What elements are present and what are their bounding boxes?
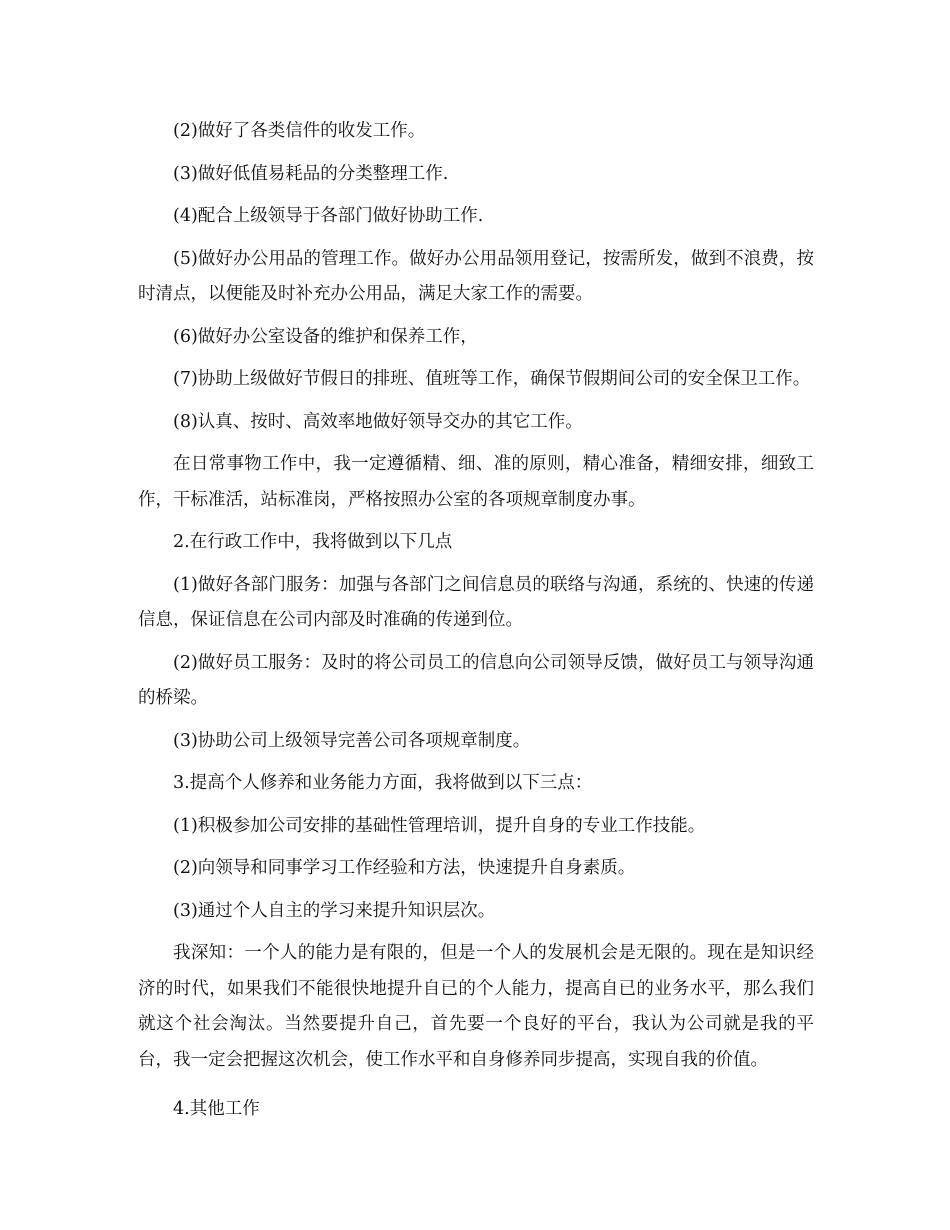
paragraph-admin-item-2: (2)做好员工服务：及时的将公司员工的信息向公司领导反馈，做好员工与领导沟通的桥梁。 <box>138 652 814 708</box>
section-heading-administration: 2.在行政工作中，我将做到以下几点 <box>173 532 453 552</box>
document-body <box>138 114 814 1135</box>
paragraph-daily-principles: 在日常事物工作中，我一定遵循精、细、准的原则，精心准备，精细安排，细致工作，干标准活，站标准岗，严格按照办公室的各项规章制度办事。 <box>138 454 814 510</box>
paragraph-item-2-mail: (2)做好了各类信件的收发工作。 <box>173 121 426 141</box>
paragraph-item-6-equipment: (6)做好办公室设备的维护和保养工作， <box>173 326 478 347</box>
section-heading-self-improvement: 3.提高个人修养和业务能力方面，我将做到以下三点： <box>173 773 593 793</box>
paragraph-admin-item-1: (1)做好各部门服务：加强与各部门之间信息员的联络与沟通，系统的、快速的传递信息，保证信息在公司内部及时准确的传递到位。 <box>138 574 814 630</box>
section-heading-other-work: 4.其他工作 <box>173 1099 260 1119</box>
paragraph-admin-item-3: (3)协助公司上级领导完善公司各项规章制度。 <box>173 730 531 751</box>
paragraph-improve-item-1: (1)积极参加公司安排的基础性管理培训，提升自身的专业工作技能。 <box>173 815 706 836</box>
paragraph-improve-item-3: (3)通过个人自主的学习来提升知识层次。 <box>173 900 496 921</box>
paragraph-improve-item-2: (2)向领导和同事学习工作经验和方法，快速提升自身素质。 <box>173 858 636 878</box>
paragraph-item-5-office-supplies: (5)做好办公用品的管理工作。做好办公用品领用登记，按需所发，做到不浪费，按时清点，以便能及时补充办公用品，满足大家工作的需要。 <box>138 248 814 304</box>
paragraph-closing-reflection: 我深知：一个人的能力是有限的，但是一个人的发展机会是无限的。现在是知识经济的时代，如果我们不能很快地提升自已的个人能力，提高自已的业务水平，那么我们就这个社会淘汰。当然要提升自己，首先要一个良好的平台，我认为公司就是我的平台，我一定会把握这次机会，使工作水平和自身修养同步提高，实现自我的价值。 <box>138 943 814 1070</box>
paragraph-item-3-consumables: (3)做好低值易耗品的分类整理工作. <box>173 163 449 184</box>
paragraph-item-4-coordination: (4)配合上级领导于各部门做好协助工作. <box>173 206 484 226</box>
paragraph-item-8-other-tasks: (8)认真、按时、高效率地做好领导交办的其它工作。 <box>173 411 583 432</box>
paragraph-item-7-holiday-duty: (7)协助上级做好节假日的排班、值班等工作，确保节假期间公司的安全保卫工作。 <box>173 369 811 389</box>
